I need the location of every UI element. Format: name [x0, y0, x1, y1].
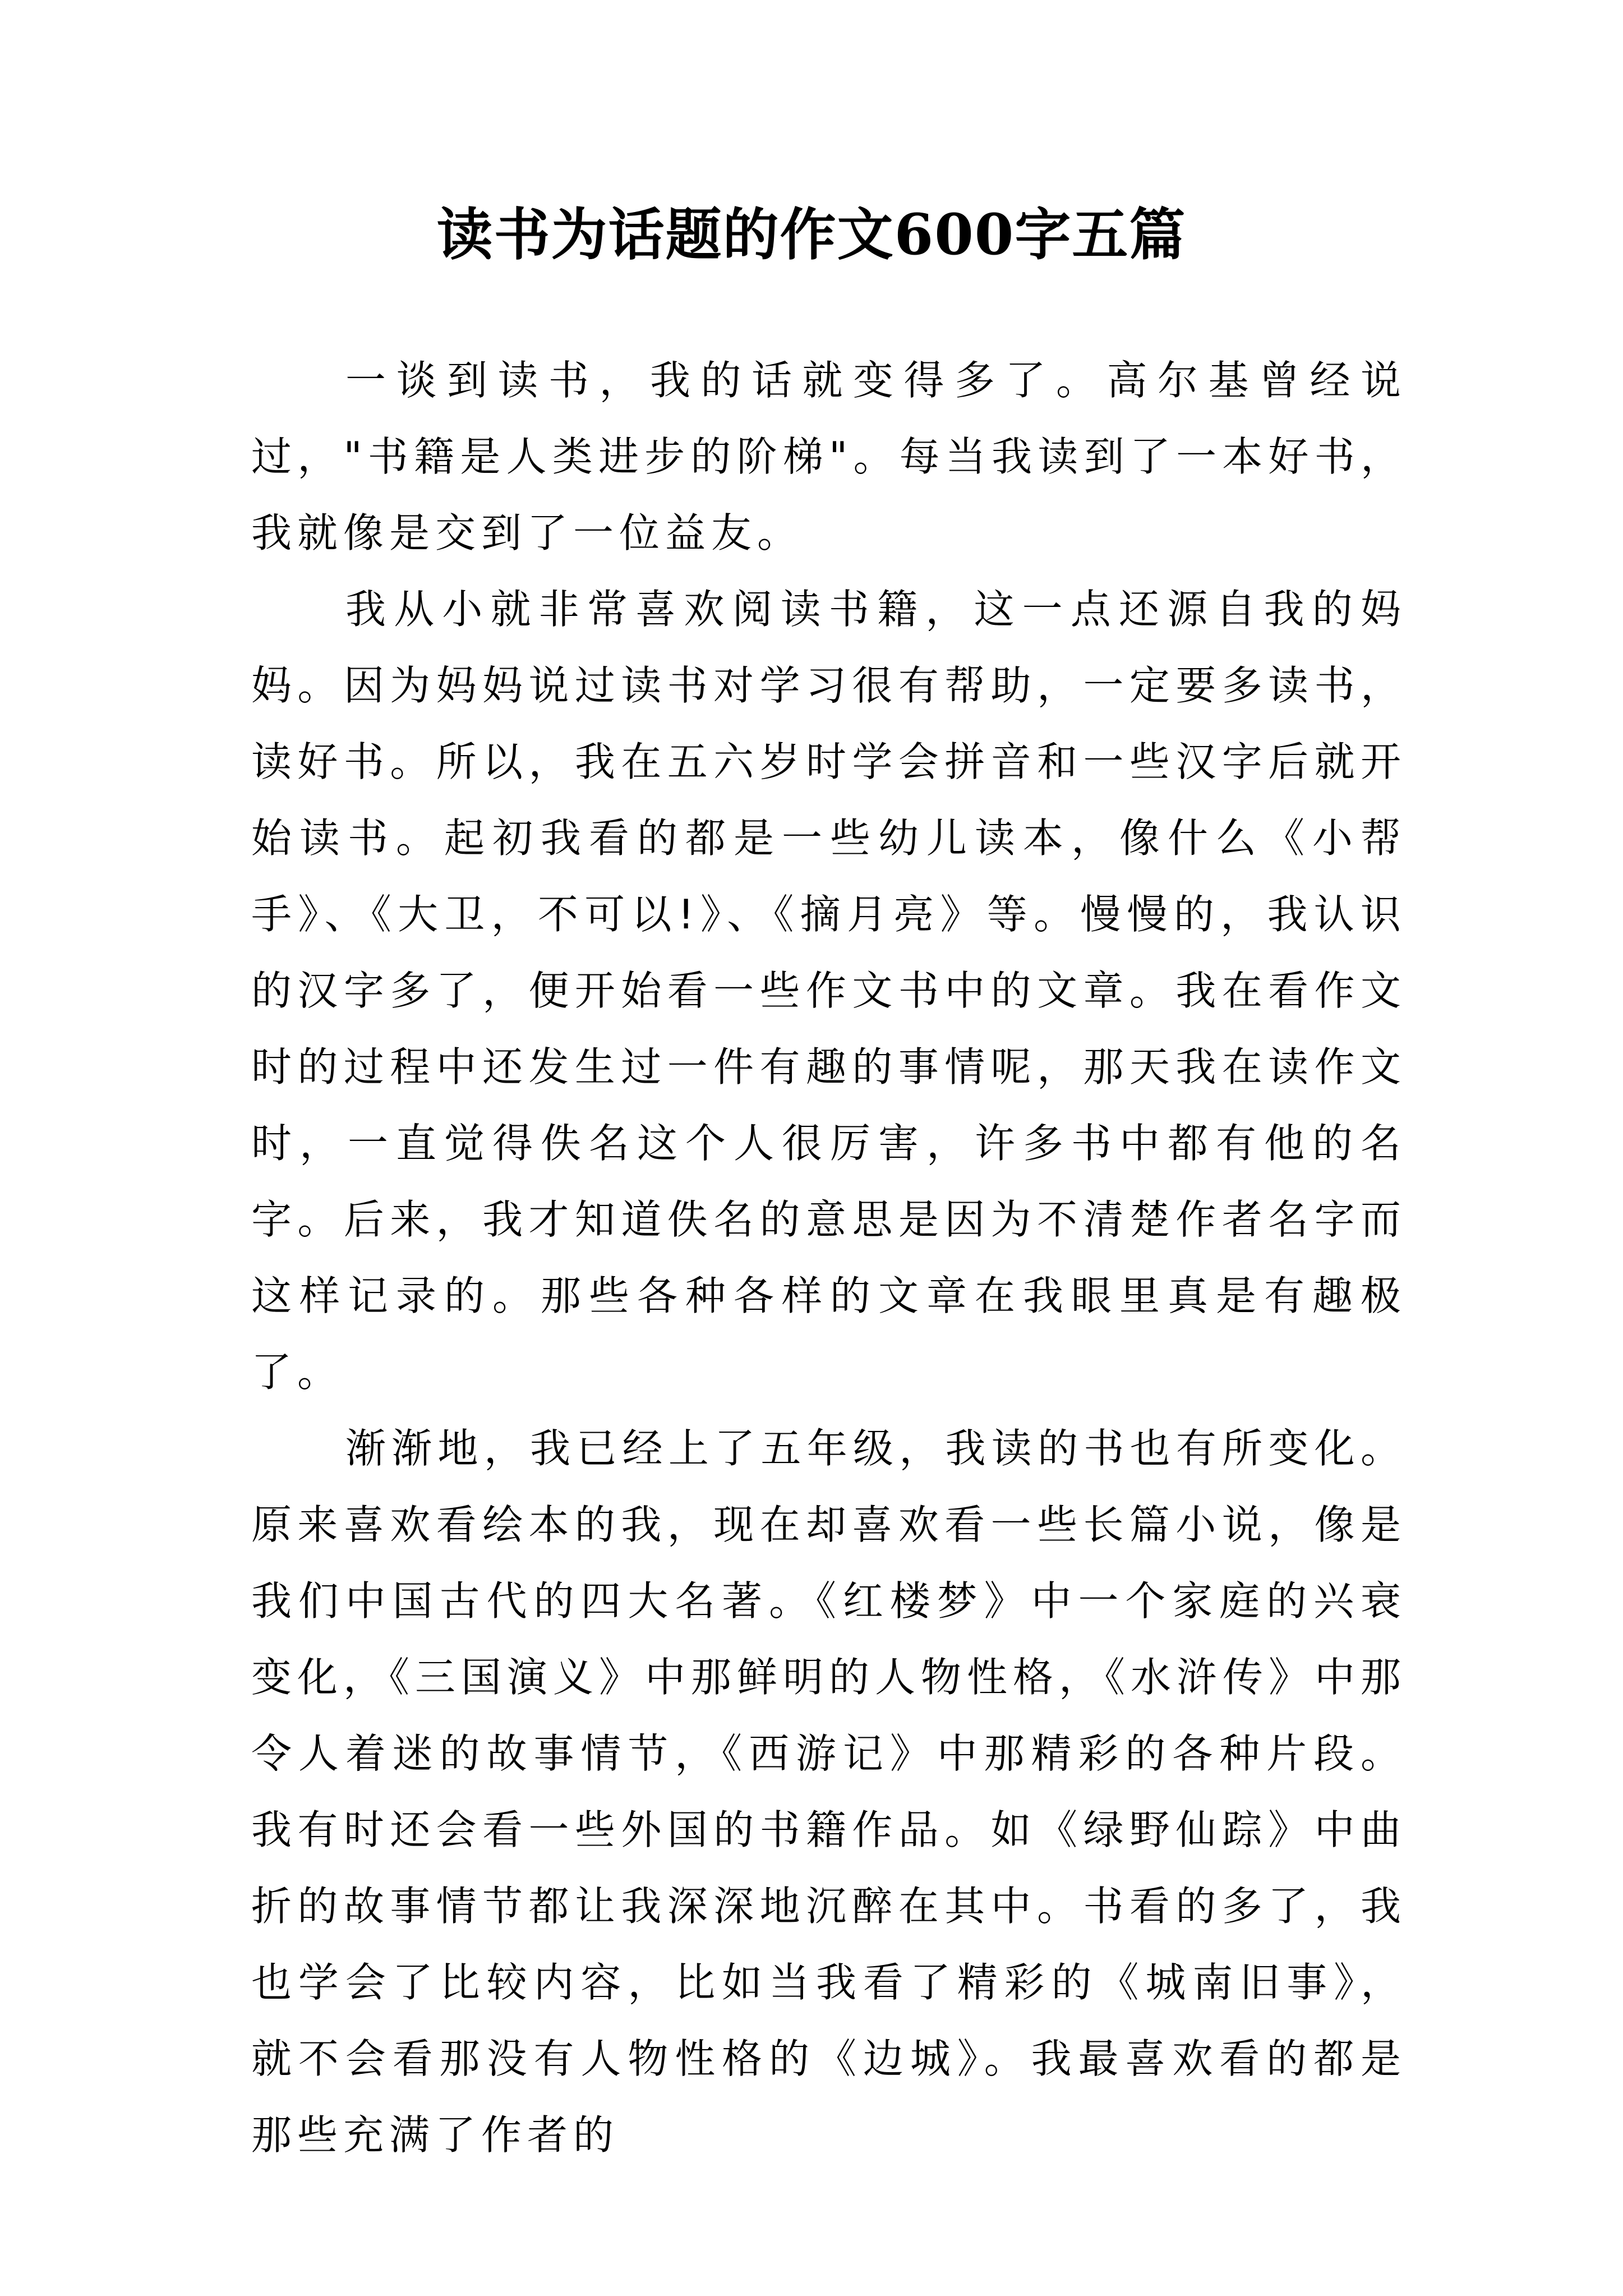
- document-title: 读书为话题的作文600字五篇: [436, 201, 1187, 268]
- document-body: [251, 342, 1407, 2173]
- paragraph-1: 一谈到读书，我的话就变得多了。高尔基曾经说过，"书籍是人类进步的阶梯"。每当我读到了一本好书，我就像是交到了一位益友。: [251, 357, 1407, 556]
- paragraph-2: 我从小就非常喜欢阅读书籍，这一点还源自我的妈妈。因为妈妈说过读书对学习很有帮助，一定要多读书，读好书。所以，我在五六岁时学会拼音和一些汉字后就开始读书。起初我看的都是一些幼儿读本，像什么《小帮手》、《大卫，不可以!》、《摘月亮》等。慢慢的，我认识的汉字多了，便开始看一些作文书中的文章。我在看作文时的过程中还发生过一件有趣的事情呢，那天我在读作文时，一直觉得佚名这个人很厉害，许多书中都有他的名字。后来，我才知道佚名的意思是因为不清楚作者名字而这样记录的。那些各种各样的文章在我眼里真是有趣极了。: [251, 586, 1407, 1396]
- paragraph-3: 渐渐地，我已经上了五年级，我读的书也有所变化。原来喜欢看绘本的我，现在却喜欢看一些长篇小说，像是我们中国古代的四大名著。《红楼梦》中一个家庭的兴衰变化，《三国演义》中那鲜明的人物性格，《水浒传》中那令人着迷的故事情节，《西游记》中那精彩的各种片段。我有时还会看一些外国的书籍作品。如《绿野仙踪》中曲折的故事情节都让我深深地沉醉在其中。书看的多了，我也学会了比较内容，比如当我看了精彩的《城南旧事》，就不会看那没有人物性格的《边城》。我最喜欢看的都是那些充满了作者的: [251, 1425, 1407, 2159]
